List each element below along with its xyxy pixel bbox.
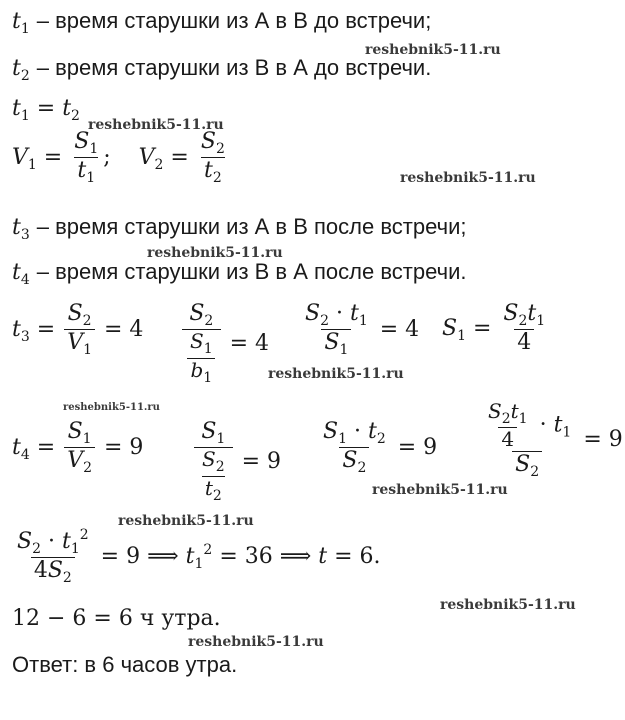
equation-s1: $S_1$ = $\frac{S_2t_1}{4}$ bbox=[442, 301, 546, 356]
watermark: reshebnik5-11.ru bbox=[147, 245, 283, 261]
definition-t4-text: – время старушки из В в А после встречи. bbox=[36, 259, 467, 284]
watermark: reshebnik5-11.ru bbox=[365, 42, 501, 58]
equation-t3-a: $t_3$ = $\frac{S_2}{V_1}$ = 4 bbox=[12, 301, 144, 359]
equation-final: $\frac{S_2 \cdot t_1^2}{4S_2}$ = 9 ⟹ $t_1^2 = 36$ ⟹ t = 6. bbox=[17, 527, 381, 587]
definition-t2: $t_2$ – время старушки из В в А до встречи. bbox=[12, 55, 432, 84]
equation-t3-b: $\frac{S_2}{\frac{S_1}{b_1}}$ = 4 bbox=[180, 302, 269, 386]
watermark: reshebnik5-11.ru bbox=[88, 117, 224, 133]
definition-t4: $t_4$ – время старушки из В в А после встречи. bbox=[12, 259, 467, 288]
equation-t4-c: $\frac{S_1 \cdot t_2}{S_2}$ = 9 bbox=[323, 419, 438, 477]
watermark: reshebnik5-11.ru bbox=[440, 597, 576, 613]
fraction-s1-t1: $\frac{S_1}{t_1}$ bbox=[74, 129, 99, 187]
result-line: 12 − 6 = 6 ч утра. bbox=[12, 606, 221, 631]
equation-velocities: $V_1$ = $\frac{S_1}{t_1}$ ; $V_2$ = $\frac{S_2}{t_2}$ bbox=[12, 130, 230, 186]
equation-t1-equals-t2: $t_1 = t_2$ bbox=[12, 96, 80, 124]
definition-t3: $t_3$ – время старушки из А в В после встречи; bbox=[12, 214, 467, 243]
fraction-s2-t2: $\frac{S_2}{t_2}$ bbox=[200, 129, 225, 187]
definition-t2-text: – время старушки из В в А до встречи. bbox=[36, 55, 432, 80]
equation-t3-c: $\frac{S_2 \cdot t_1}{S_1}$ = 4 bbox=[305, 301, 420, 359]
watermark: reshebnik5-11.ru bbox=[372, 482, 508, 498]
definition-t1: $t_1$ – время старушки из А в В до встречи; bbox=[12, 8, 432, 37]
watermark: reshebnik5-11.ru bbox=[63, 402, 160, 413]
equation-t4-a: $t_4$ = $\frac{S_1}{V_2}$ = 9 bbox=[12, 419, 144, 477]
equation-t4-b: $\frac{S_1}{\frac{S_2}{t_2}}$ = 9 bbox=[192, 420, 281, 504]
watermark: reshebnik5-11.ru bbox=[268, 366, 404, 382]
watermark: reshebnik5-11.ru bbox=[188, 634, 324, 650]
definition-t3-text: – время старушки из А в В после встречи; bbox=[36, 214, 467, 239]
equation-t4-d: $\frac{S_2t_1}{4}$ · $t_1$ $S_2$ = 9 bbox=[488, 399, 623, 481]
answer-line: Ответ: в 6 часов утра. bbox=[12, 652, 238, 677]
watermark: reshebnik5-11.ru bbox=[400, 170, 536, 186]
definition-t1-text: – время старушки из А в В до встречи; bbox=[36, 8, 432, 33]
watermark: reshebnik5-11.ru bbox=[118, 513, 254, 529]
